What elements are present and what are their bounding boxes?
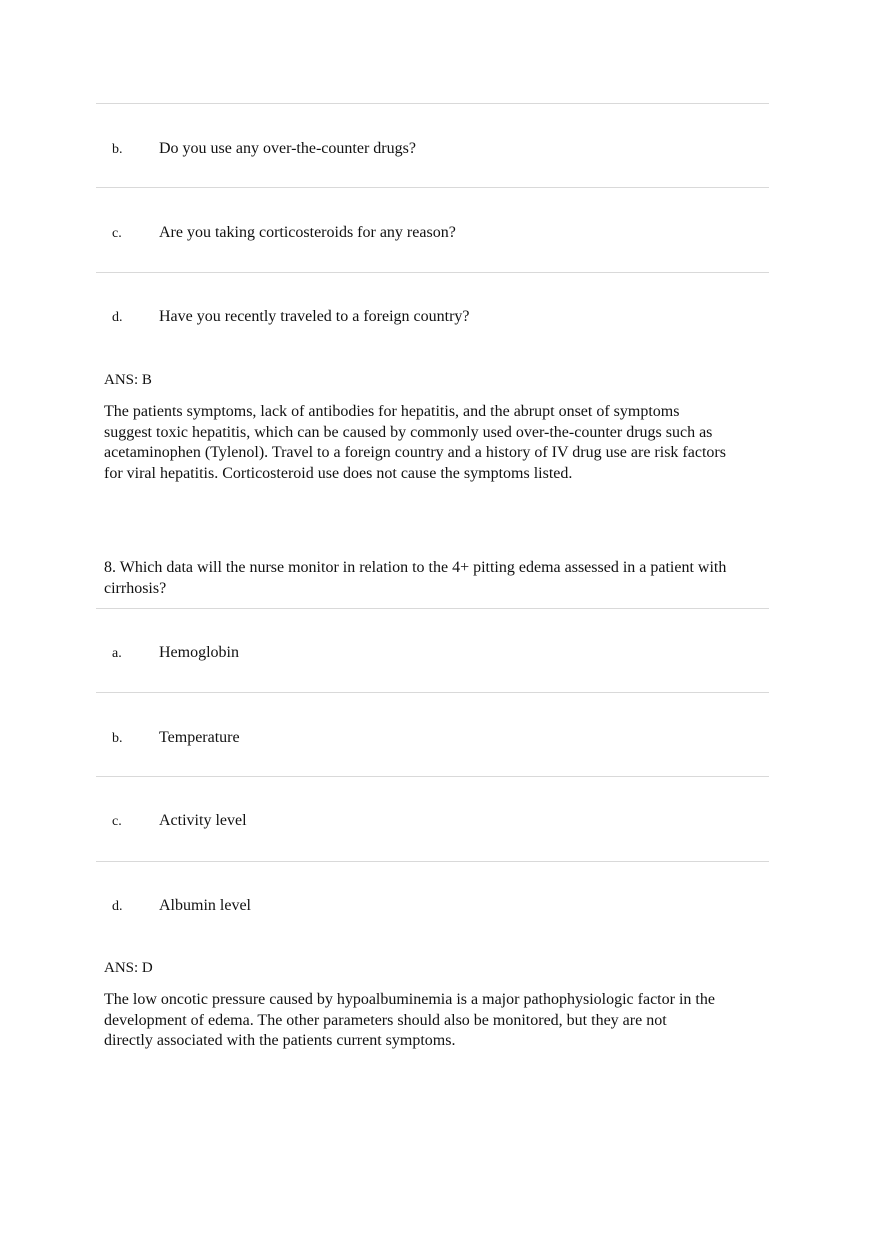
option-letter: c. (112, 814, 122, 829)
option-letter: d. (112, 899, 123, 914)
divider (96, 692, 769, 693)
divider (96, 187, 769, 188)
q8-rationale: The low oncotic pressure caused by hypoalbuminemia is a major pathophysiologic factor in the development of edema. The other parameters should also be monitored, but they are not directly associated with the patients current symptoms. (104, 991, 715, 1049)
divider (96, 861, 769, 862)
divider (96, 776, 769, 777)
option-text: Are you taking corticosteroids for any reason? (159, 224, 456, 241)
option-text: Have you recently traveled to a foreign country? (159, 308, 470, 325)
option-letter: a. (112, 646, 122, 661)
option-text: Do you use any over-the-counter drugs? (159, 140, 416, 157)
option-letter: b. (112, 142, 123, 157)
q7-rationale: The patients symptoms, lack of antibodies for hepatitis, and the abrupt onset of symptoms suggest toxic hepatitis, which can be caused by commonly used over-the-counter drugs such as acetaminophen (Tylenol). Travel to a foreign country and a history of IV drug use are risk factors for viral hepatitis. Corticosteroid use does not cause the symptoms listed. (104, 403, 726, 482)
option-text: Temperature (159, 729, 240, 746)
divider (96, 272, 769, 273)
q7-answer: ANS: B (104, 372, 152, 388)
option-letter: c. (112, 226, 122, 241)
option-letter: b. (112, 731, 123, 746)
option-text: Albumin level (159, 897, 251, 914)
q8-answer: ANS: D (104, 960, 153, 976)
option-text: Hemoglobin (159, 644, 239, 661)
divider (96, 608, 769, 609)
divider (96, 103, 769, 104)
q8-question: 8. Which data will the nurse monitor in relation to the 4+ pitting edema assessed in a patient with cirrhosis? (104, 559, 727, 597)
option-text: Activity level (159, 812, 247, 829)
option-letter: d. (112, 310, 123, 325)
